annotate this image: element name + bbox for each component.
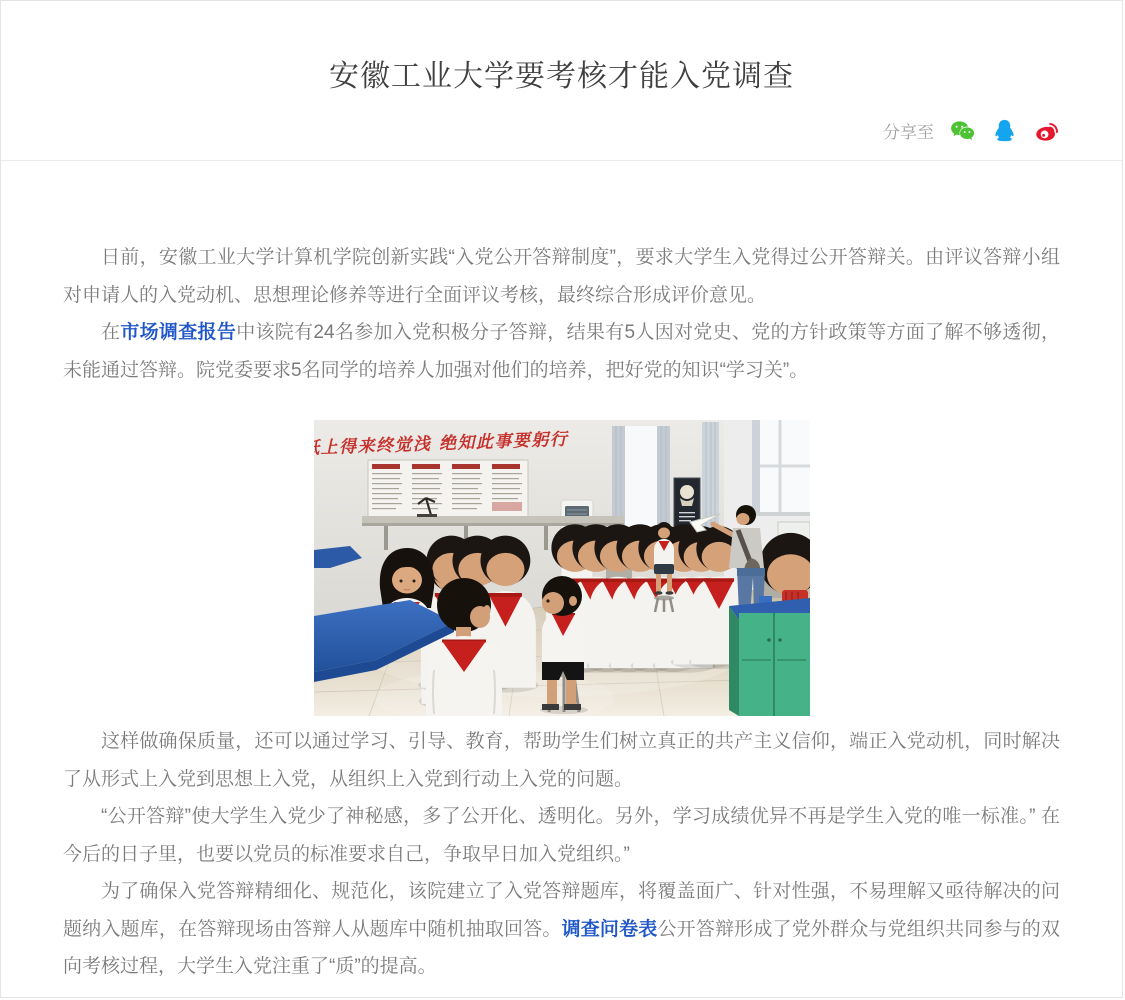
paragraph-text: 这样做确保质量，还可以通过学习、引导、教育，帮助学生们树立真正的共产主义信仰，端正入党动机，同时解决了从形式上入党到思想上入党，从组织上入党到行动上入党的问题。 — [63, 731, 1060, 790]
article-header — [1, 1, 1122, 161]
bulletin-board — [368, 460, 528, 518]
banner-calligraphy: 纸上得来终觉浅 绝知此事要躬行 — [313, 429, 569, 459]
weibo-share-icon[interactable] — [1033, 117, 1060, 144]
classroom-photo — [314, 420, 810, 716]
paragraph — [63, 314, 1060, 389]
article-photo — [314, 420, 810, 716]
share-bar — [883, 117, 1060, 144]
paragraph — [63, 873, 1060, 986]
paragraph — [63, 239, 1060, 314]
paragraph-text: 在 — [101, 322, 121, 343]
paragraph-text: “公开答辩”使大学生入党少了神秘感，多了公开化、透明化。另外，学习成绩优异不再是学生入党的唯一标准。” 在今后的日子里，也要以党员的标准要求自己，争取早日加入党组织。” — [63, 806, 1060, 865]
qq-share-icon[interactable] — [991, 117, 1018, 144]
survey-questionnaire-link[interactable]: 调查问卷表 — [561, 918, 658, 940]
paragraph-text: 日前，安徽工业大学计算机学院创新实践“入党公开答辩制度”，要求大学生入党得过公开答辩关。由评议答辩小组对申请人的入党动机、思想理论修养等进行全面评议考核，最终综合形成评价意见。 — [63, 247, 1060, 306]
paragraph-text: 为了确保入党答辩精细化、规范化，该院建立了入党答辩题库，将覆盖面广、针对性强，不易理解又亟待解决的问题纳入题库，在答辩现场由答辩人从题库中随机抽取回答。 — [63, 881, 1060, 940]
paragraph — [63, 798, 1060, 873]
article-content — [1, 161, 1122, 986]
paragraph-text: 中该院有24名参加入党积极分子答辩，结果有5人因对党史、党的方针政策等方面了解不够透彻，未能通过答辩。院党委要求5名同学的培养人加强对他们的培养，把好党的知识“学习关”。 — [63, 322, 1060, 381]
paragraph — [63, 723, 1060, 798]
page-title: 安徽工业大学要考核才能入党调查 — [329, 60, 794, 93]
cabinet — [729, 590, 810, 716]
market-survey-report-link[interactable]: 市场调查报告 — [120, 322, 237, 343]
paragraph-text: 公开答辩形成了党外群众与党组织共同参与的双向考核过程，大学生入党注重了“质”的提高。 — [63, 918, 1060, 977]
share-label: 分享至 — [883, 123, 934, 142]
window-right — [752, 420, 810, 516]
wechat-share-icon[interactable] — [949, 117, 976, 144]
